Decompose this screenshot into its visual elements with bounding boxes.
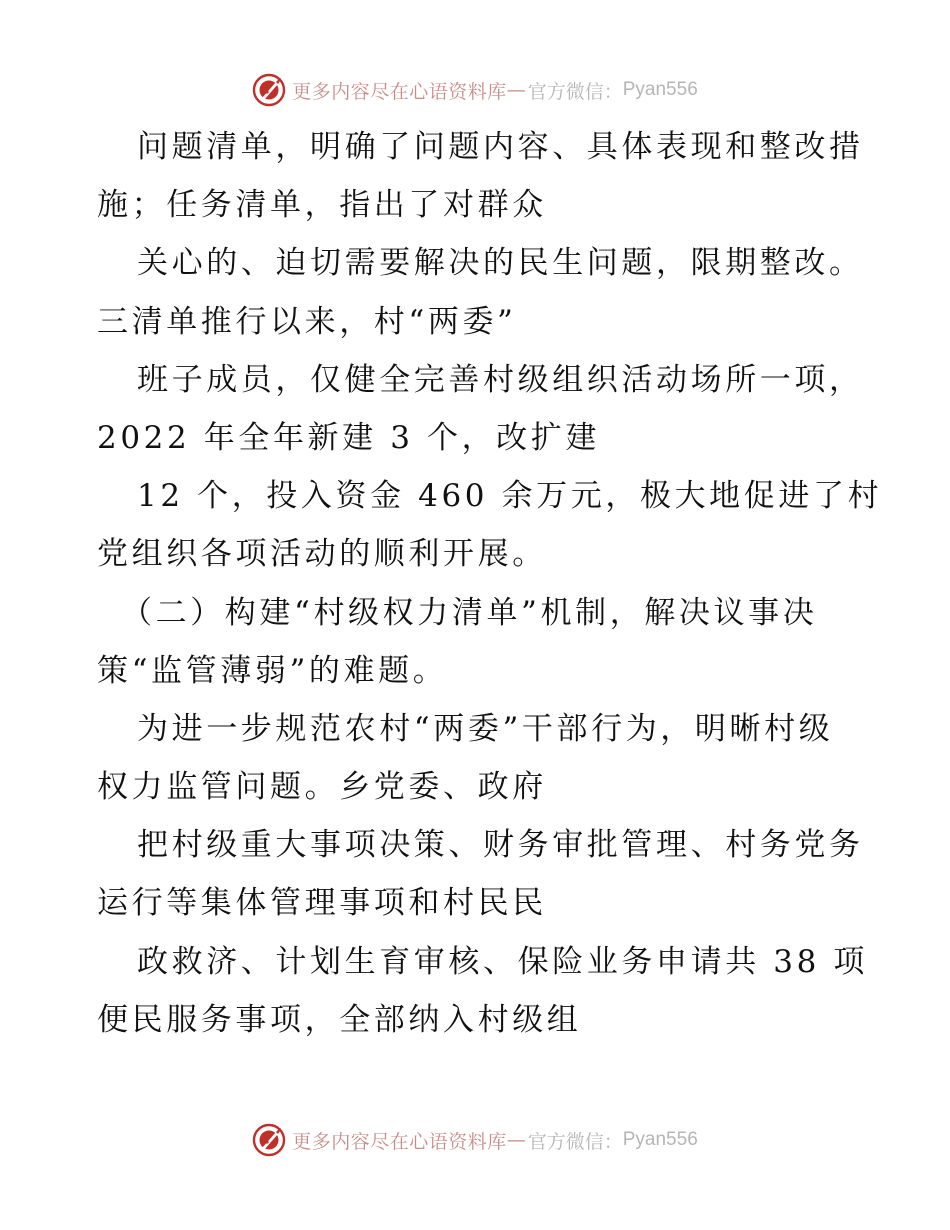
- text-line: 为进一步规范农村“两委”干部行为，明晰村级: [137, 710, 834, 747]
- watermark-wechat-id: Pyan556: [622, 1129, 698, 1150]
- watermark-wechat-id: Pyan556: [622, 79, 698, 100]
- watermark-dash: —: [506, 1129, 526, 1151]
- watermark-dash: —: [506, 79, 526, 101]
- quill-logo-icon: [252, 73, 286, 107]
- text-line: 三清单推行以来，村“两委”: [97, 303, 517, 340]
- document-body: [97, 118, 883, 1049]
- text-line: 12 个，投入资金 460 余万元，极大地促进了村: [137, 478, 883, 515]
- watermark-label: 官方微信：: [527, 1130, 623, 1153]
- text-line: 关心的、迫切需要解决的民生问题，限期整改。: [137, 245, 864, 282]
- watermark-brand-text: 更多内容尽在心语资料库: [292, 1130, 507, 1153]
- text-line: 运行等集体管理事项和村民民: [97, 885, 547, 922]
- text-line: 政救济、计划生育审核、保险业务申请共 38 项: [137, 943, 868, 980]
- text-line: 便民服务事项，全部纳入村级组: [97, 1001, 582, 1038]
- text-line: 权力监管问题。乡党委、政府: [97, 769, 547, 806]
- text-line: 班子成员，仅健全完善村级组织活动场所一项，: [137, 361, 864, 398]
- text-line: 施；任务清单，指出了对群众: [97, 187, 547, 224]
- watermark-label: 官方微信：: [527, 80, 623, 103]
- section-heading: （二）构建“村级权力清单”机制，解决议事决: [121, 594, 818, 631]
- quill-logo-icon: [252, 1123, 286, 1157]
- text-line: 2022 年全年新建 3 个，改扩建: [97, 419, 600, 456]
- text-line: 问题清单，明确了问题内容、具体表现和整改措: [137, 129, 864, 165]
- watermark-brand-text: 更多内容尽在心语资料库: [292, 80, 507, 103]
- text-line: 把村级重大事项决策、财务审批管理、村务党务: [137, 827, 864, 864]
- footer-watermark: [0, 1120, 950, 1160]
- text-line: 党组织各项活动的顺利开展。: [97, 536, 547, 573]
- header-watermark: [0, 70, 950, 110]
- text-line: 策“监管薄弱”的难题。: [97, 652, 448, 689]
